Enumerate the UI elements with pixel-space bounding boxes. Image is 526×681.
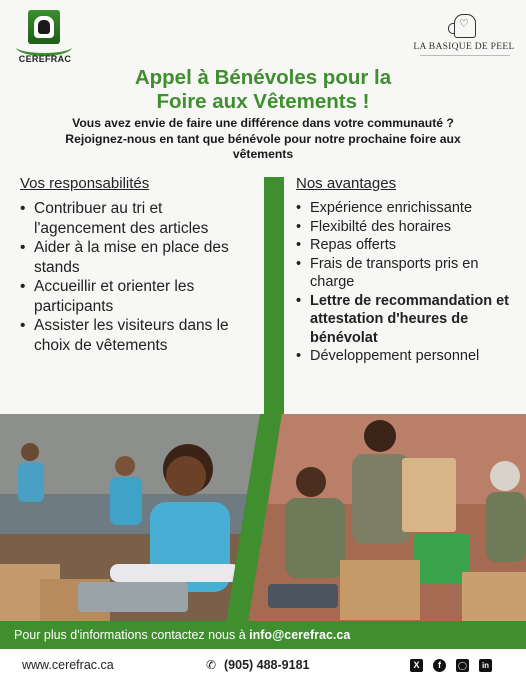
responsibilities-section bbox=[20, 175, 256, 355]
instagram-icon[interactable]: ◯ bbox=[456, 659, 469, 672]
list-item: • Développement personnel bbox=[296, 347, 518, 366]
intro-line-2: Rejoignez-nous en tant que bénévole pour notre prochaine foire aux bbox=[65, 131, 461, 146]
column-divider bbox=[264, 177, 284, 415]
phone-icon: ✆ bbox=[206, 658, 217, 672]
cerefrac-logo bbox=[14, 8, 74, 66]
phone-number[interactable]: (905) 488-9181 bbox=[224, 658, 310, 672]
intro-text bbox=[40, 116, 486, 163]
intro-line-3: vêtements bbox=[232, 147, 294, 161]
list-item: • Frais de transports pris en charge bbox=[296, 255, 518, 292]
email-link[interactable]: info@cerefrac.ca bbox=[249, 628, 351, 642]
mitten-icon bbox=[454, 14, 476, 38]
contact-text: Pour plus d'informations contactez nous à bbox=[14, 628, 250, 642]
footer bbox=[0, 649, 526, 681]
cerefrac-logo-text: CEREFRAC bbox=[18, 54, 72, 64]
list-item: • Expérience enrichissante bbox=[296, 199, 518, 218]
advantages-section bbox=[296, 175, 518, 366]
list-item: • Contribuer au tri et l'agencement des articles bbox=[20, 199, 256, 238]
volunteers-photo-illustration bbox=[0, 414, 526, 622]
x-icon[interactable]: X bbox=[410, 659, 423, 672]
contact-banner bbox=[0, 621, 526, 649]
list-item: • Accueillir et orienter les participants bbox=[20, 277, 256, 316]
page-title bbox=[0, 66, 526, 114]
list-item-highlight: • Lettre de recommandation et attestation d'heures de bénévolat bbox=[296, 292, 518, 348]
advantages-heading: Nos avantages bbox=[296, 175, 397, 192]
hand-icon bbox=[34, 16, 54, 38]
linkedin-icon[interactable]: in bbox=[479, 659, 492, 672]
basique-logo-text: LA BASIQUE DE PEEL bbox=[413, 42, 515, 52]
logo-underline bbox=[420, 55, 510, 56]
list-item: • Repas offerts bbox=[296, 236, 518, 255]
list-item: • Flexibilté des horaires bbox=[296, 218, 518, 237]
list-item: • Aider à la mise en place des stands bbox=[20, 238, 256, 277]
advantages-list bbox=[296, 199, 518, 366]
volunteers-photo bbox=[0, 414, 526, 622]
basique-de-peel-logo bbox=[408, 14, 520, 64]
website-link[interactable]: www.cerefrac.ca bbox=[22, 658, 114, 672]
intro-line-1: Vous avez envie de faire une différence dans votre communauté ? bbox=[72, 116, 454, 130]
list-item: • Assister les visiteurs dans le choix de vêtements bbox=[20, 316, 256, 355]
title-line-2: Foire aux Vêtements ! bbox=[156, 90, 370, 113]
responsibilities-list bbox=[20, 199, 256, 355]
responsibilities-heading: Vos responsabilités bbox=[20, 175, 150, 192]
title-line-1: Appel à Bénévoles pour la bbox=[134, 66, 392, 89]
facebook-icon[interactable]: f bbox=[433, 659, 446, 672]
